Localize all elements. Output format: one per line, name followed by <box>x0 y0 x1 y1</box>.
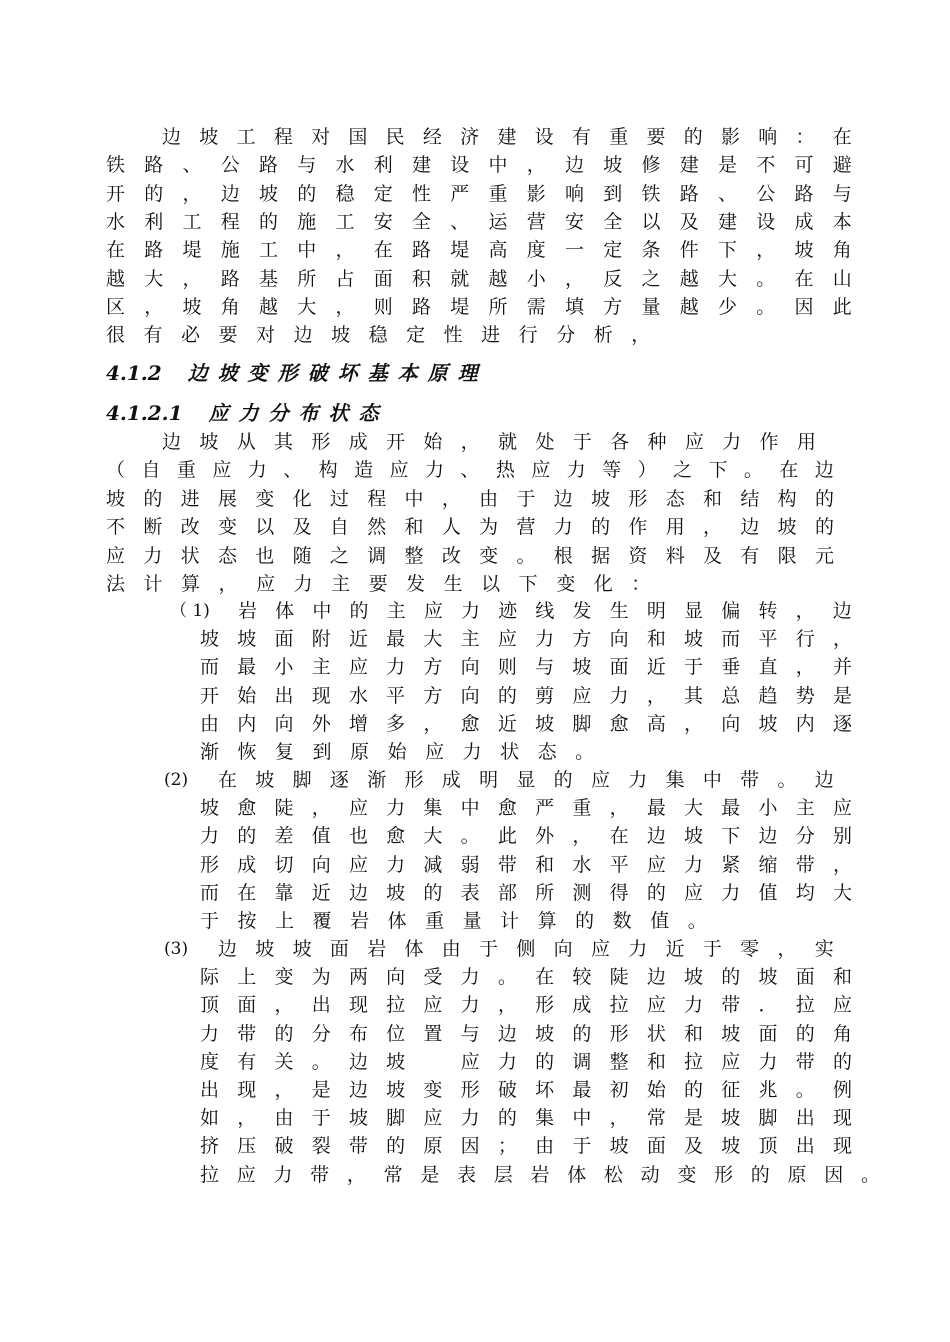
section-heading <box>106 358 488 388</box>
list-item-marker: (3) <box>164 939 189 959</box>
paragraph-line: 法 计 算 ， 应 力 主 要 发 生 以 下 变 化 ： <box>106 573 651 595</box>
subsection-title: 应力分布状态 <box>208 401 389 425</box>
list-item-line: 在 坡 脚 逐 渐 形 成 明 显 的 应 力 集 中 带 。 边 <box>218 769 834 791</box>
paragraph-line: 开 的 ， 边 坡 的 稳 定 性 严 重 影 响 到 铁 路 、 公 路 与 <box>106 182 852 205</box>
list-item-line: 力 的 差 值 也 愈 大 。 此 外 ， 在 边 坡 下 边 分 别 <box>200 825 852 848</box>
list-item-line: 于 按 上 覆 岩 体 重 量 计 算 的 数 值 。 <box>200 910 707 932</box>
subsection-heading <box>106 398 389 428</box>
paragraph-line: 边 坡 从 其 形 成 开 始 ， 就 处 于 各 种 应 力 作 用 <box>162 431 816 453</box>
list-item-line: 际 上 变 为 两 向 受 力 。 在 较 陡 边 坡 的 坡 面 和 <box>200 966 852 989</box>
list-item-line: 岩 体 中 的 主 应 力 迹 线 发 生 明 显 偏 转 ， 边 <box>238 600 852 622</box>
list-item-line: 坡 坡 面 附 近 最 大 主 应 力 方 向 和 坡 而 平 行 ， <box>200 628 852 651</box>
list-item-line: 渐 恢 复 到 原 始 应 力 状 态 。 <box>200 741 595 763</box>
list-item-marker: (2) <box>164 770 189 790</box>
list-item-line: 开 始 出 现 水 平 方 向 的 剪 应 力 ， 其 总 趋 势 是 <box>200 684 852 707</box>
paragraph-line: 越 大 ， 路 基 所 占 面 积 就 越 小 ， 反 之 越 大 。 在 山 <box>106 267 852 290</box>
section-number: 4.1.2 <box>106 361 162 385</box>
list-item-marker: （ 1) <box>170 601 210 621</box>
paragraph-line: 铁 路 、 公 路 与 水 利 建 设 中 ， 边 坡 修 建 是 不 可 避 <box>106 154 852 177</box>
paragraph-line: 应 力 状 态 也 随 之 调 整 改 变 。 根 据 资 料 及 有 限 元 <box>106 544 834 567</box>
list-item-line: 边 坡 坡 面 岩 体 由 于 侧 向 应 力 近 于 零 ， 实 <box>218 938 834 960</box>
subsection-number: 4.1.2.1 <box>106 401 183 425</box>
section-title: 边坡变形破坏基本原理 <box>187 361 488 385</box>
paragraph-line: 不 断 改 变 以 及 自 然 和 人 为 营 力 的 作 用 ， 边 坡 的 <box>106 516 834 539</box>
paragraph-line: （ 自 重 应 力 、 构 造 应 力 、 热 应 力 等 ） 之 下 。 在 边 <box>106 459 834 482</box>
list-item-line: 而 在 靠 近 边 坡 的 表 部 所 测 得 的 应 力 值 均 大 <box>200 881 852 904</box>
list-item-line: 形 成 切 向 应 力 减 弱 带 和 水 平 应 力 紧 缩 带 ， <box>200 853 852 876</box>
paragraph-line: 坡 的 进 展 变 化 过 程 中 ， 由 于 边 坡 形 态 和 结 构 的 <box>106 487 834 510</box>
list-item-line: 出 现 ， 是 边 坡 变 形 破 坏 最 初 始 的 征 兆 。 例 <box>200 1079 852 1101</box>
paragraph-line: 区 ， 坡 角 越 大 ， 则 路 堤 所 需 填 方 量 越 少 。 因 此 <box>106 295 852 318</box>
list-item-line: 坡 愈 陡 ， 应 力 集 中 愈 严 重 ， 最 大 最 小 主 应 <box>200 797 852 820</box>
list-item-line: 力 带 的 分 布 位 置 与 边 坡 的 形 状 和 坡 面 的 角 <box>200 1022 852 1045</box>
list-item-line: 而 最 小 主 应 力 方 向 则 与 坡 面 近 于 垂 直 ， 并 <box>200 656 852 679</box>
list-item-line: 度 有 关 。 边 坡 应 力 的 调 整 和 拉 应 力 带 的 <box>200 1050 852 1073</box>
list-item-line: 顶 面 ， 出 现 拉 应 力 ， 形 成 拉 应 力 带 ． 拉 应 <box>200 994 852 1017</box>
paragraph-line: 很 有 必 要 对 边 坡 稳 定 性 进 行 分 析 ， <box>106 324 651 347</box>
list-item-line: 如 ， 由 于 坡 脚 应 力 的 集 中 ， 常 是 坡 脚 出 现 <box>200 1107 852 1130</box>
paragraph-line: 在 路 堤 施 工 中 ， 在 路 堤 高 度 一 定 条 件 下 ， 坡 角 <box>106 239 852 262</box>
list-item-line: 由 内 向 外 增 多 ， 愈 近 坡 脚 愈 高 ， 向 坡 内 逐 <box>200 712 852 735</box>
list-item-line: 拉 应 力 带 ， 常 是 表 层 岩 体 松 动 变 形 的 原 因 。 <box>200 1163 880 1186</box>
paragraph-line: 边 坡 工 程 对 国 民 经 济 建 设 有 重 要 的 影 响 ： 在 <box>162 126 852 148</box>
paragraph-line: 水 利 工 程 的 施 工 安 全 、 运 营 安 全 以 及 建 设 成 本 <box>106 210 852 233</box>
list-item-line: 挤 压 破 裂 带 的 原 因 ； 由 于 坡 面 及 坡 顶 出 现 <box>200 1135 852 1158</box>
